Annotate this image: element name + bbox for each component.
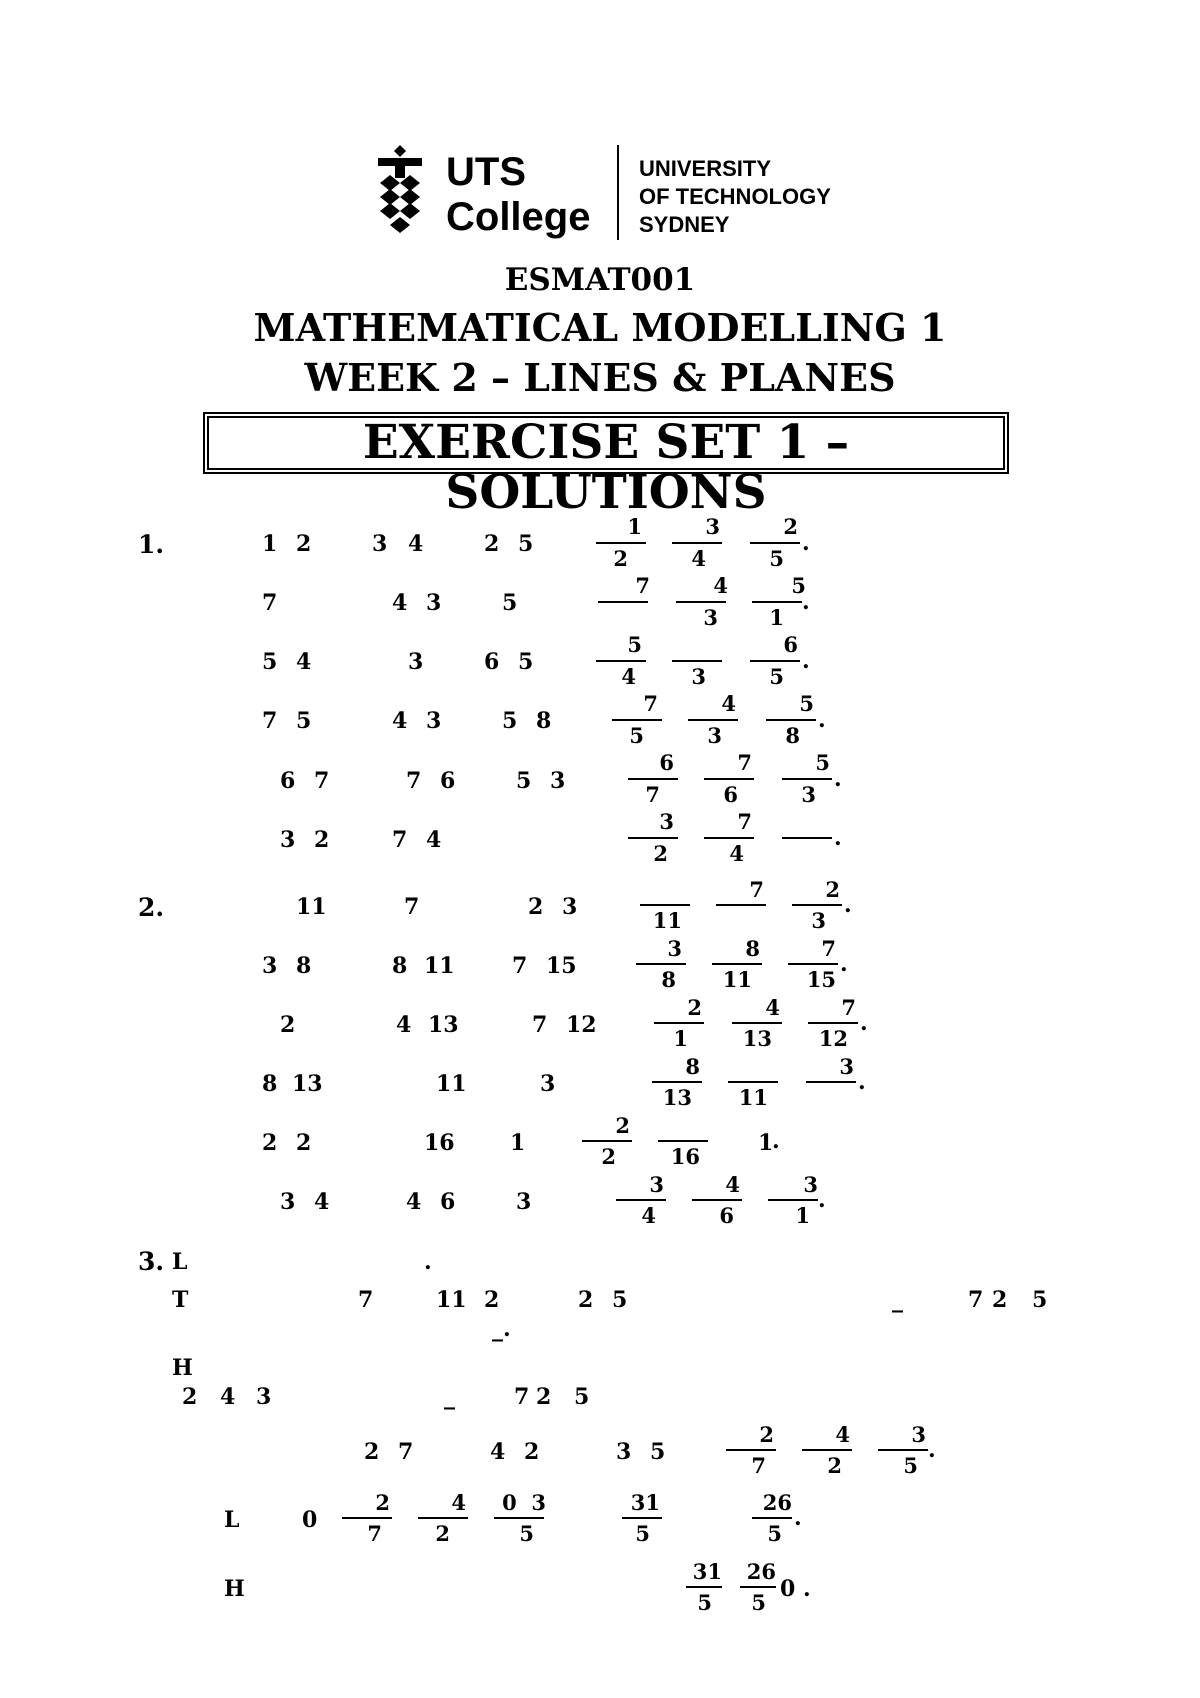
- q1-r2-val: 3: [426, 590, 442, 616]
- q1-r4-val: 3: [426, 708, 442, 734]
- q2-r4-num: 8: [685, 1054, 700, 1079]
- q3-t-val: 2: [484, 1287, 500, 1313]
- fraction-bar: [792, 904, 842, 906]
- q1-r2-num: 4: [713, 573, 728, 598]
- q1-r5-val: 7: [314, 768, 330, 794]
- q3-eq-num: 2: [759, 1422, 774, 1447]
- q1-r5-num: 5: [815, 750, 830, 775]
- fraction-bar: [878, 1449, 928, 1451]
- brand-uts: UTS: [446, 150, 526, 194]
- q1-r2-num: 7: [635, 573, 650, 598]
- question-1-label: 1.: [138, 530, 165, 559]
- fraction-bar: [596, 660, 646, 662]
- q1-r2-val: 5: [502, 590, 518, 616]
- fraction-bar: [766, 719, 816, 721]
- fraction-bar: [740, 1586, 776, 1588]
- q3-h-val: 2: [182, 1384, 198, 1410]
- fraction-bar: [628, 778, 678, 780]
- q2-r4-val: 8: [262, 1071, 278, 1097]
- q1-r1-den: 4: [691, 546, 706, 571]
- fraction-bar: [612, 719, 662, 721]
- q3-eq-val: 5: [650, 1439, 666, 1465]
- fraction-bar: [750, 542, 800, 544]
- q1-r1-val: 4: [408, 531, 424, 557]
- q1-r1-num: 3: [705, 514, 720, 539]
- fraction-bar: [636, 963, 686, 965]
- q3-l2-den: 7: [367, 1521, 382, 1546]
- fraction-bar: [686, 1586, 722, 1588]
- fraction-bar: [418, 1517, 468, 1519]
- q1-r6-end: .: [834, 825, 842, 851]
- q1-r1-num: 2: [783, 514, 798, 539]
- q2-r5-den: 2: [601, 1144, 616, 1169]
- q1-r4-val: 5: [502, 708, 518, 734]
- fraction-bar: [782, 778, 832, 780]
- fraction-bar: [750, 660, 800, 662]
- q1-r2-den: 3: [703, 605, 718, 630]
- q1-r6-val: 4: [426, 827, 442, 853]
- q3-t-tail: 7: [968, 1287, 984, 1313]
- q3-t-underscore: _: [892, 1287, 903, 1313]
- fraction-bar: [808, 1022, 858, 1024]
- fraction-bar: [596, 542, 646, 544]
- q1-r6-num: 3: [659, 809, 674, 834]
- q3-l2-num: 2: [375, 1490, 390, 1515]
- q1-r5-val: 5: [516, 768, 532, 794]
- q2-r1-den: 3: [811, 908, 826, 933]
- course-title: MATHEMATICAL MODELLING 1: [253, 305, 947, 350]
- q3-h-val: 3: [256, 1384, 272, 1410]
- q2-r5-num: 2: [615, 1113, 630, 1138]
- q1-r2-val: 7: [262, 590, 278, 616]
- q1-r5-val: 3: [550, 768, 566, 794]
- q2-r2-den: 11: [722, 967, 752, 992]
- fraction-bar: [768, 1199, 818, 1201]
- q1-r6-val: 2: [314, 827, 330, 853]
- fraction-bar: [806, 1081, 856, 1083]
- q2-r3-num: 7: [841, 995, 856, 1020]
- q2-r2-den: 8: [661, 967, 676, 992]
- q1-r3-num: 6: [783, 632, 798, 657]
- q3-t-val: 2: [578, 1287, 594, 1313]
- fraction-bar: [628, 837, 678, 839]
- q2-r1-end: .: [844, 892, 852, 918]
- q2-r1-num: 7: [749, 877, 764, 902]
- q3-h-tail: 5: [574, 1384, 590, 1410]
- fraction-bar: [652, 1081, 702, 1083]
- fraction-bar: [616, 1199, 666, 1201]
- q2-r2-val: 11: [424, 953, 455, 979]
- exercise-set-title: EXERCISE SET 1 – SOLUTIONS: [207, 416, 1005, 470]
- q1-r6-den: 4: [729, 841, 744, 866]
- q3-h2-letter: H: [224, 1576, 245, 1602]
- q2-r2-val: 7: [512, 953, 528, 979]
- q2-r4-val: 11: [436, 1071, 467, 1097]
- q2-r3-num: 4: [765, 995, 780, 1020]
- q3-eq-num: 4: [835, 1422, 850, 1447]
- q1-r1-den: 2: [613, 546, 628, 571]
- q3-l2-den: 5: [635, 1521, 650, 1546]
- uts-emblem-icon: [374, 145, 426, 241]
- q1-r3-val: 6: [484, 649, 500, 675]
- q1-r3-val: 4: [296, 649, 312, 675]
- q1-r3-end: .: [802, 648, 810, 674]
- q3-l-letter: L: [172, 1249, 188, 1275]
- q1-r5-num: 7: [737, 750, 752, 775]
- q1-r4-den: 3: [707, 723, 722, 748]
- fraction-bar: [752, 601, 802, 603]
- q1-r4-end: .: [818, 707, 826, 733]
- week-title: WEEK 2 – LINES & PLANES: [304, 355, 896, 400]
- fraction-bar: [692, 1199, 742, 1201]
- logo-divider: [617, 145, 619, 240]
- q1-r4-val: 8: [536, 708, 552, 734]
- q1-r6-den: 2: [653, 841, 668, 866]
- fraction-bar: [782, 837, 832, 839]
- q1-r5-val: 7: [406, 768, 422, 794]
- q1-r5-den: 6: [723, 782, 738, 807]
- q2-r1-val: 3: [562, 894, 578, 920]
- q2-r6-den: 4: [641, 1203, 656, 1228]
- q2-r1-val: 11: [296, 894, 327, 920]
- fraction-bar: [582, 1140, 632, 1142]
- q1-r4-val: 4: [392, 708, 408, 734]
- q2-r2-val: 8: [296, 953, 312, 979]
- q2-r2-den: 15: [806, 967, 836, 992]
- q2-r4-val: 13: [292, 1071, 323, 1097]
- q3-l2-num: 26: [762, 1490, 792, 1515]
- brand-college: College: [446, 195, 591, 239]
- q1-r2-den: 1: [769, 605, 784, 630]
- q1-r5-num: 6: [659, 750, 674, 775]
- q2-r4-num: 3: [839, 1054, 854, 1079]
- fraction-bar: [704, 778, 754, 780]
- q3-l2-den: 5: [767, 1521, 782, 1546]
- q3-l2-num: 31: [630, 1490, 660, 1515]
- q1-r5-val: 6: [280, 768, 296, 794]
- uni-line-1: UNIVERSITY: [639, 156, 772, 181]
- q2-r6-den: 1: [795, 1203, 810, 1228]
- q3-l2-letter: L: [224, 1507, 240, 1533]
- fraction-bar: [726, 1449, 776, 1451]
- fraction-bar: [622, 1517, 662, 1519]
- q1-r6-num: 7: [737, 809, 752, 834]
- q2-r6-num: 3: [803, 1172, 818, 1197]
- fraction-bar: [598, 601, 648, 603]
- q3-h2-den: 5: [751, 1590, 766, 1615]
- q2-r6-den: 6: [719, 1203, 734, 1228]
- q2-r3-val: 13: [428, 1012, 459, 1038]
- fraction-bar: [704, 837, 754, 839]
- fraction-bar: [494, 1517, 544, 1519]
- q3-h2-num: 26: [746, 1559, 776, 1584]
- q3-eq-val: 7: [398, 1439, 414, 1465]
- q3-h-letter: H: [172, 1355, 193, 1381]
- q1-r1-val: 1: [262, 531, 278, 557]
- q1-r2-num: 5: [791, 573, 806, 598]
- q3-l2-zero: 0: [302, 1507, 318, 1533]
- fraction-bar: [672, 660, 722, 662]
- fraction-bar: [676, 601, 726, 603]
- q1-r4-num: 7: [643, 691, 658, 716]
- q2-r3-den: 13: [742, 1026, 772, 1051]
- q2-r2-num: 3: [667, 936, 682, 961]
- q1-r3-den: 5: [769, 664, 784, 689]
- q1-r1-end: .: [802, 530, 810, 556]
- q2-r3-val: 4: [396, 1012, 412, 1038]
- q2-r2-val: 3: [262, 953, 278, 979]
- q3-l-dot: .: [424, 1249, 432, 1275]
- fraction-bar: [640, 904, 690, 906]
- q1-r5-end: .: [834, 766, 842, 792]
- q3-t-val: 11: [436, 1287, 467, 1313]
- q3-l2-end: .: [794, 1505, 802, 1531]
- fraction-bar: [672, 542, 722, 544]
- q1-r4-val: 5: [296, 708, 312, 734]
- q3-eq-val: 2: [524, 1439, 540, 1465]
- q2-r6-val: 3: [280, 1189, 296, 1215]
- q2-r3-val: 12: [566, 1012, 597, 1038]
- q2-r2-num: 8: [745, 936, 760, 961]
- q3-eq-val: 3: [616, 1439, 632, 1465]
- q3-l2-den: 2: [435, 1521, 450, 1546]
- course-code: ESMAT001: [504, 262, 696, 298]
- q2-r3-val: 7: [532, 1012, 548, 1038]
- q1-r4-val: 7: [262, 708, 278, 734]
- q2-r2-val: 8: [392, 953, 408, 979]
- q3-t-val: 7: [358, 1287, 374, 1313]
- q3-eq-val: 4: [490, 1439, 506, 1465]
- q2-r1-den: 11: [652, 908, 682, 933]
- q1-r1-val: 5: [518, 531, 534, 557]
- q2-r1-num: 2: [825, 877, 840, 902]
- q3-h-tail: 2: [536, 1384, 552, 1410]
- q3-h2-den: 5: [697, 1590, 712, 1615]
- q2-r5-den: 16: [670, 1144, 700, 1169]
- q1-r4-den: 5: [629, 723, 644, 748]
- q2-r6-val: 6: [440, 1189, 456, 1215]
- q1-r2-val: 4: [392, 590, 408, 616]
- q2-r1-val: 2: [528, 894, 544, 920]
- q3-eq-num: 3: [911, 1422, 926, 1447]
- q1-r3-val: 3: [408, 649, 424, 675]
- q2-r3-den: 1: [673, 1026, 688, 1051]
- q2-r4-den: 13: [662, 1085, 692, 1110]
- q1-r5-val: 6: [440, 768, 456, 794]
- q3-eq-den: 2: [827, 1453, 842, 1478]
- q2-r2-end: .: [840, 951, 848, 977]
- q3-h2-num: 31: [692, 1559, 722, 1584]
- q2-r2-num: 7: [821, 936, 836, 961]
- q3-h-val: 4: [220, 1384, 236, 1410]
- q1-r4-den: 8: [785, 723, 800, 748]
- q1-r5-den: 3: [801, 782, 816, 807]
- q2-r3-val: 2: [280, 1012, 296, 1038]
- q3-eq-den: 7: [751, 1453, 766, 1478]
- q2-r3-den: 12: [818, 1026, 848, 1051]
- q1-r1-num: 1: [627, 514, 642, 539]
- fraction-bar: [732, 1022, 782, 1024]
- q3-h-underscore: _: [444, 1384, 455, 1410]
- fraction-bar: [728, 1081, 778, 1083]
- fraction-bar: [788, 963, 838, 965]
- q3-l2-num: 4: [451, 1490, 466, 1515]
- q3-t-letter: T: [172, 1287, 189, 1313]
- q3-t-line2: _.: [492, 1316, 511, 1342]
- q2-r5-tail: 1: [758, 1130, 774, 1156]
- uni-line-2: OF TECHNOLOGY: [639, 184, 831, 209]
- q1-r3-val: 5: [518, 649, 534, 675]
- q3-h-tail: 7: [514, 1384, 530, 1410]
- uni-line-3: SYDNEY: [639, 212, 730, 237]
- fraction-bar: [654, 1022, 704, 1024]
- q2-r4-val: 3: [540, 1071, 556, 1097]
- q1-r1-val: 2: [484, 531, 500, 557]
- q1-r3-num: 5: [627, 632, 642, 657]
- q2-r5-end: .: [772, 1128, 780, 1154]
- fraction-bar: [712, 963, 762, 965]
- q3-l2-num: 0 3: [502, 1490, 546, 1515]
- q2-r6-val: 4: [406, 1189, 422, 1215]
- q2-r3-end: .: [860, 1010, 868, 1036]
- q2-r4-end: .: [858, 1069, 866, 1095]
- q2-r6-num: 3: [649, 1172, 664, 1197]
- q2-r4-den: 11: [738, 1085, 768, 1110]
- fraction-bar: [342, 1517, 392, 1519]
- q3-eq-end: .: [928, 1437, 936, 1463]
- q2-r2-val: 15: [546, 953, 577, 979]
- q2-r5-val: 16: [424, 1130, 455, 1156]
- q1-r3-den: 3: [691, 664, 706, 689]
- q1-r4-num: 5: [799, 691, 814, 716]
- q3-eq-den: 5: [903, 1453, 918, 1478]
- q2-r6-val: 3: [516, 1189, 532, 1215]
- fraction-bar: [752, 1517, 792, 1519]
- q2-r5-val: 2: [296, 1130, 312, 1156]
- fraction-bar: [688, 719, 738, 721]
- q2-r5-val: 2: [262, 1130, 278, 1156]
- q1-r2-end: .: [802, 589, 810, 615]
- q2-r3-num: 2: [687, 995, 702, 1020]
- q3-h2-tail: 0 .: [780, 1576, 811, 1602]
- q1-r5-den: 7: [645, 782, 660, 807]
- q3-t-tail: 5: [1032, 1287, 1048, 1313]
- q2-r6-end: .: [818, 1187, 826, 1213]
- fraction-bar: [716, 904, 766, 906]
- question-2-label: 2.: [138, 893, 165, 922]
- q2-r6-num: 4: [725, 1172, 740, 1197]
- q1-r1-val: 2: [296, 531, 312, 557]
- q1-r1-den: 5: [769, 546, 784, 571]
- q1-r6-val: 3: [280, 827, 296, 853]
- q1-r1-val: 3: [372, 531, 388, 557]
- q3-t-val: 5: [612, 1287, 628, 1313]
- q1-r4-num: 4: [721, 691, 736, 716]
- q2-r1-val: 7: [404, 894, 420, 920]
- q3-l2-den: 5: [519, 1521, 534, 1546]
- q3-eq-val: 2: [364, 1439, 380, 1465]
- q1-r3-val: 5: [262, 649, 278, 675]
- fraction-bar: [802, 1449, 852, 1451]
- q1-r3-den: 4: [621, 664, 636, 689]
- q2-r6-val: 4: [314, 1189, 330, 1215]
- q3-t-tail: 2: [992, 1287, 1008, 1313]
- fraction-bar: [658, 1140, 708, 1142]
- q1-r6-val: 7: [392, 827, 408, 853]
- question-3-label: 3.: [138, 1247, 165, 1276]
- q2-r5-val: 1: [510, 1130, 526, 1156]
